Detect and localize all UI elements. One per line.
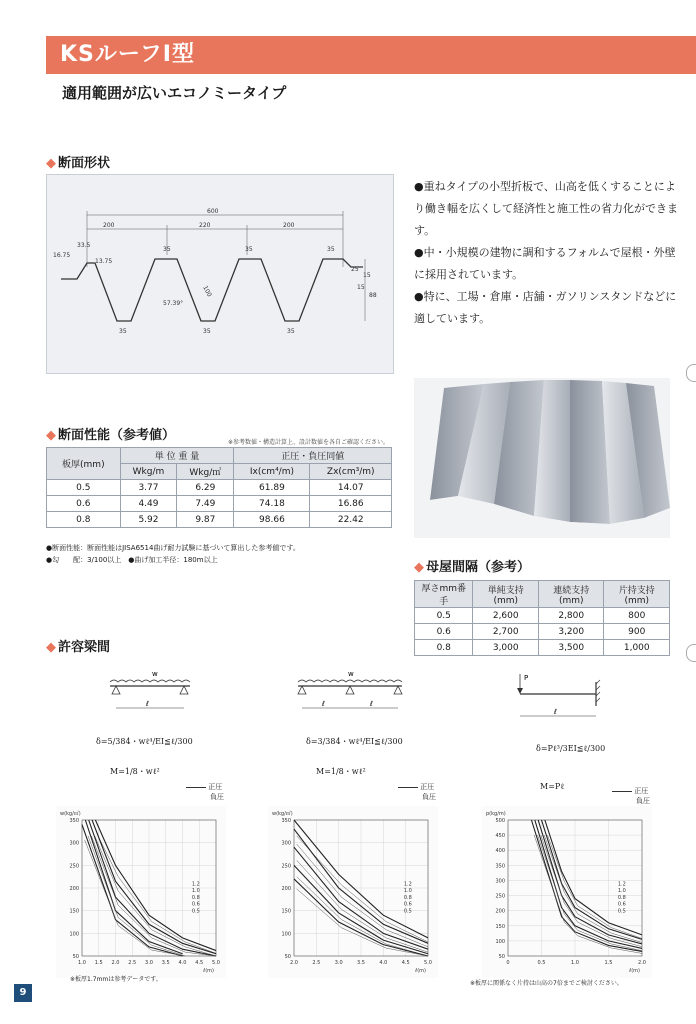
x-tick-label: 2.0 (111, 960, 120, 966)
feature-item: ●重ねタイプの小型折板で、山高を低くすることにより働き幅を広くして経済性と施工性の省力化ができます。 (414, 180, 678, 237)
roof-panel-illustration (414, 378, 670, 538)
series-label: 0.5 (403, 908, 412, 915)
x-tick-label: 4.5 (195, 960, 204, 966)
dim-25: 25 (351, 266, 359, 273)
table-row (415, 624, 670, 640)
table-row (47, 512, 392, 528)
dim-bot3: 35 (287, 328, 295, 335)
x-tick-label: 4.5 (401, 960, 410, 966)
y-tick-label: 300 (69, 840, 79, 847)
y-tick-label: 350 (69, 818, 79, 824)
x-tick-label: 2.0 (638, 960, 646, 966)
cell: 3,500 (538, 640, 604, 656)
deflection-formula-1: δ=5/384・wℓ⁴/EI≦ℓ/300 (96, 737, 193, 746)
table-row (415, 608, 670, 624)
load-label: w (152, 670, 158, 678)
y-tick-label: 250 (69, 863, 79, 870)
y-axis-label: p(kg/m) (486, 811, 506, 817)
dim-top2: 35 (245, 246, 253, 253)
series-label: 0.5 (191, 908, 200, 915)
diamond-icon: ◆ (46, 156, 56, 171)
legend-2 (398, 782, 436, 802)
section-title-purlin-label: 母屋間隔（参考） (426, 560, 531, 575)
series-label: 1.2 (191, 881, 200, 888)
cell: 98.66 (234, 512, 310, 528)
cell: 0.5 (47, 480, 121, 496)
load-label: P (524, 674, 529, 682)
cell: 2,800 (538, 608, 604, 624)
span-chart-continuous (268, 806, 438, 978)
legend-3 (612, 786, 650, 806)
dim-height: 88 (369, 292, 377, 299)
dim-1675: 16.75 (53, 252, 71, 259)
cell: 0.6 (47, 496, 121, 512)
perf-note-1: ●断面性能：断面性能はJISA6514曲げ耐力試験に基づいて算出した参考値です。 (46, 544, 300, 552)
cell: 3,000 (473, 640, 539, 656)
series-label: 0.5 (617, 908, 626, 915)
y-axis-label: w(kg/㎡) (60, 811, 81, 817)
x-tick-label: 0 (506, 960, 510, 966)
beam-diagram-simple (96, 668, 216, 724)
perf-notes (46, 542, 300, 566)
section-title-purlin (414, 556, 530, 575)
deflection-formula-3: δ=Pℓ³/3EI≦ℓ/300 (536, 744, 606, 753)
th-section: 正圧・負圧同値 (234, 448, 392, 464)
th-purlin: 片持支持(mm) (604, 581, 670, 608)
cell: 0.8 (47, 512, 121, 528)
series-label: 0.6 (617, 901, 626, 908)
series-line-neg (537, 835, 642, 951)
section-performance-table (46, 447, 392, 528)
dim-15b: 15 (357, 284, 365, 291)
cell: 74.18 (234, 496, 310, 512)
legend-neg: 負圧 (636, 797, 650, 805)
y-tick-label: 400 (495, 848, 505, 855)
cell: 900 (604, 624, 670, 640)
dim-15: 15 (363, 272, 371, 279)
y-tick-label: 50 (72, 954, 79, 960)
x-tick-label: 1.0 (78, 960, 86, 966)
series-label: 0.6 (191, 901, 200, 908)
diamond-icon: ◆ (46, 428, 56, 443)
x-tick-label: 1.0 (571, 960, 579, 966)
x-tick-label: 2.0 (290, 960, 298, 966)
x-axis-label: ℓ(m) (415, 968, 426, 974)
legend-pos: 正圧 (420, 783, 435, 791)
purlin-table (414, 580, 670, 656)
binder-tab (686, 644, 696, 662)
th-purlin: 単純支持(mm) (473, 581, 539, 608)
x-tick-label: 4.0 (178, 960, 187, 966)
cell: 9.87 (177, 512, 234, 528)
feature-item: ●特に、工場・倉庫・店舗・ガソリンスタンドなどに適しています。 (414, 290, 677, 325)
dim-angle: 57.39° (163, 300, 184, 307)
table-row (415, 640, 670, 656)
th-purlin: 厚さmm番手 (415, 581, 473, 608)
y-tick-label: 150 (281, 908, 291, 915)
table-row (47, 480, 392, 496)
distributed-load-icon (298, 680, 402, 682)
series-label: 0.8 (191, 894, 200, 901)
footnote-1: ※板厚1.7mmは参考データです。 (70, 976, 162, 983)
load-label: w (348, 670, 354, 678)
section-title-span (46, 636, 110, 655)
page-number: 9 (14, 984, 32, 1002)
diamond-icon: ◆ (414, 560, 424, 575)
span-chart-simple (56, 806, 226, 978)
y-tick-label: 350 (495, 863, 505, 870)
cell: 14.07 (310, 480, 392, 496)
span-label: ℓ (554, 708, 557, 716)
x-tick-label: 3.0 (145, 960, 153, 966)
th-wkgm: Wkg/m (120, 464, 177, 480)
span-label: ℓ (146, 700, 149, 708)
series-label: 0.8 (403, 894, 412, 901)
cross-section-drawing (47, 175, 393, 373)
moment-formula-1: M=1/8・wℓ² (110, 767, 160, 776)
x-tick-label: 4.0 (379, 960, 388, 966)
beam-diagram-continuous (292, 668, 412, 724)
y-tick-label: 100 (69, 931, 79, 938)
dim-span1: 200 (103, 222, 115, 229)
y-tick-label: 200 (281, 886, 291, 892)
dim-bot1: 35 (119, 328, 127, 335)
section-title-perf (46, 424, 175, 443)
section-title-span-label: 許容梁間 (58, 640, 111, 655)
series-label: 0.8 (617, 894, 626, 901)
dim-total: 600 (207, 208, 219, 215)
y-tick-label: 150 (69, 908, 79, 915)
dim-top1: 35 (163, 246, 171, 253)
perf-note-2: ●勾 配：3/100以上 ●曲げ加工半径：180m以上 (46, 556, 218, 564)
cell: 800 (604, 608, 670, 624)
cell: 0.8 (415, 640, 473, 656)
y-tick-label: 450 (495, 833, 505, 840)
series-label: 1.2 (617, 881, 626, 888)
perf-note: ※参考数値・構造計算上、設計数値を各自ご確認ください。 (228, 439, 390, 446)
cell: 0.6 (415, 624, 473, 640)
cell: 7.49 (177, 496, 234, 512)
cross-section-panel (46, 174, 394, 374)
series-label: 1.0 (403, 888, 412, 895)
th-purlin: 連続支持(mm) (538, 581, 604, 608)
span-label: ℓ (370, 700, 373, 708)
th-zx: Zx(cm³/m) (310, 464, 392, 480)
y-tick-label: 300 (495, 878, 505, 885)
cell: 61.89 (234, 480, 310, 496)
dim-slope: 100 (201, 284, 213, 299)
x-tick-label: 3.0 (334, 960, 343, 966)
x-tick-label: 1.5 (94, 960, 103, 966)
y-tick-label: 50 (284, 954, 291, 960)
page-title: KSルーフI型 (46, 36, 696, 74)
series-line-neg (548, 835, 642, 938)
x-tick-label: 3.5 (357, 960, 365, 966)
span-label: ℓ (322, 700, 325, 708)
cell: 3,200 (538, 624, 604, 640)
cell: 3.77 (120, 480, 177, 496)
y-tick-label: 100 (495, 938, 505, 945)
y-tick-label: 50 (498, 954, 505, 960)
cell: 16.86 (310, 496, 392, 512)
x-tick-label: 1.5 (604, 960, 613, 966)
x-tick-label: 0.5 (537, 960, 546, 966)
cell: 22.42 (310, 512, 392, 528)
x-tick-label: 2.5 (128, 960, 137, 966)
cell: 0.5 (415, 608, 473, 624)
x-tick-label: 3.5 (161, 960, 170, 966)
dim-1375: 13.75 (95, 258, 113, 265)
dim-span2: 220 (199, 222, 211, 229)
dim-bot2: 35 (203, 328, 211, 335)
cell: 6.29 (177, 480, 234, 496)
moment-formula-2: M=1/8・wℓ² (316, 767, 366, 776)
x-tick-label: 5.0 (212, 960, 220, 966)
footnote-2: ※板厚に関係なく片持は山高の7倍までご検討ください。 (470, 980, 623, 987)
roof-profile-line (61, 259, 363, 321)
th-ix: Ix(cm⁴/m) (234, 464, 310, 480)
legend-neg: 負圧 (422, 793, 436, 801)
moment-formula-3: M=Pℓ (540, 782, 565, 791)
x-axis-label: ℓ(m) (203, 968, 214, 974)
cell: 2,600 (473, 608, 539, 624)
page-subtitle: 適用範囲が広いエコノミータイプ (62, 84, 287, 102)
y-tick-label: 100 (281, 931, 291, 938)
series-label: 1.2 (403, 881, 412, 888)
th-thickness: 板厚(mm) (47, 448, 121, 480)
deflection-formula-2: δ=3/384・wℓ⁴/EI≦ℓ/300 (306, 737, 403, 746)
series-label: 1.0 (191, 888, 200, 895)
y-tick-label: 200 (69, 886, 79, 892)
diamond-icon: ◆ (46, 640, 56, 655)
legend-pos: 正圧 (208, 783, 223, 791)
th-wkgm2: Wkg/㎡ (177, 464, 234, 480)
x-tick-label: 2.5 (312, 960, 321, 966)
beam-diagram-cantilever (510, 668, 610, 728)
dim-top3: 35 (327, 246, 335, 253)
y-tick-label: 150 (495, 923, 505, 930)
y-tick-label: 300 (281, 840, 291, 847)
feature-list (414, 176, 680, 330)
cell: 4.49 (120, 496, 177, 512)
binder-tab (686, 364, 696, 382)
table-row (47, 496, 392, 512)
section-title-perf-label: 断面性能（参考値） (58, 428, 176, 443)
x-axis-label: ℓ(m) (629, 968, 640, 974)
dim-span3: 200 (283, 222, 295, 229)
section-title-shape (46, 152, 110, 171)
section-title-shape-label: 断面形状 (58, 156, 111, 171)
distributed-load-icon (110, 680, 190, 682)
cell: 2,700 (473, 624, 539, 640)
cell: 5.92 (120, 512, 177, 528)
dim-335: 33.5 (77, 242, 91, 249)
y-tick-label: 250 (495, 893, 505, 900)
cell: 1,000 (604, 640, 670, 656)
span-chart-cantilever (482, 806, 652, 978)
feature-item: ●中・小規模の建物に調和するフォルムで屋根・外壁に採用されています。 (414, 246, 676, 281)
y-tick-label: 200 (495, 908, 505, 915)
y-tick-label: 500 (495, 818, 505, 824)
series-label: 0.6 (403, 901, 412, 908)
series-label: 1.0 (617, 888, 626, 895)
roof-panel-image (414, 378, 670, 538)
legend-pos: 正圧 (634, 787, 649, 795)
y-axis-label: w(kg/㎡) (272, 811, 293, 817)
y-tick-label: 350 (281, 818, 291, 824)
y-tick-label: 250 (281, 863, 291, 870)
legend-1 (186, 782, 224, 802)
x-tick-label: 5.0 (424, 960, 432, 966)
legend-neg: 負圧 (210, 793, 224, 801)
th-unit-weight: 単 位 重 量 (120, 448, 234, 464)
